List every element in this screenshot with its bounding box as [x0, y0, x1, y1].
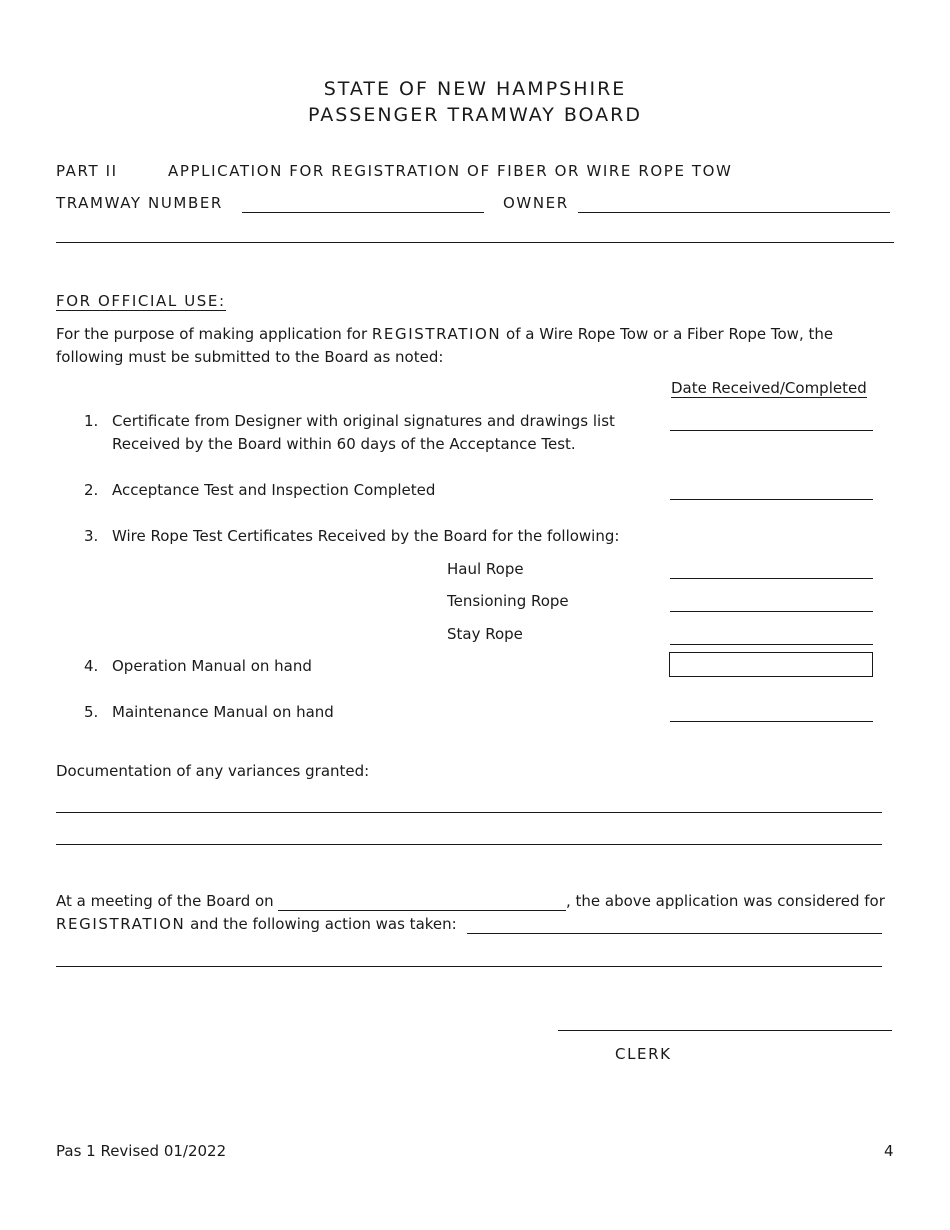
item-5-number: 5.: [84, 703, 99, 721]
item-2-number: 2.: [84, 481, 99, 499]
variances-line-2[interactable]: [56, 830, 882, 849]
meeting-text-2: , the above application was considered for: [566, 892, 885, 910]
header-state: STATE OF NEW HAMPSHIRE: [323, 78, 627, 100]
tramway-number-field[interactable]: [242, 198, 484, 217]
intro-text-a: For the purpose of making application for: [56, 325, 372, 343]
footer-form-id: Pas 1 Revised 01/2022: [56, 1142, 227, 1160]
haul-rope-date-field[interactable]: [670, 564, 873, 583]
clerk-signature-line[interactable]: [558, 1016, 892, 1035]
official-intro: [56, 323, 886, 369]
stay-rope-label: Stay Rope: [447, 625, 523, 643]
item-4-date-field[interactable]: [669, 652, 873, 677]
item-1-number: 1.: [84, 412, 99, 430]
item-4-text: Operation Manual on hand: [112, 657, 312, 675]
intro-text-c: of a Wire Rope Tow or a Fiber Rope Tow, the following must be submitted to the Board as noted:: [56, 325, 834, 366]
item-2-date-field[interactable]: [670, 485, 873, 504]
intro-registration: REGISTRATION: [371, 325, 502, 343]
action-taken-line-2[interactable]: [56, 952, 882, 971]
stay-rope-date-field[interactable]: [670, 630, 873, 649]
variances-label: Documentation of any variances granted:: [56, 762, 370, 780]
separator-line: [56, 242, 894, 243]
date-column-header: Date Received/Completed: [671, 379, 867, 397]
tensioning-rope-label: Tensioning Rope: [447, 592, 569, 610]
item-1-date-field[interactable]: [670, 416, 873, 435]
part-label: PART II: [56, 162, 118, 180]
haul-rope-label: Haul Rope: [447, 560, 524, 578]
item-3-number: 3.: [84, 527, 99, 545]
part-title: APPLICATION FOR REGISTRATION OF FIBER OR WIRE ROPE TOW: [168, 162, 733, 180]
owner-field[interactable]: [578, 198, 890, 217]
item-4-number: 4.: [84, 657, 99, 675]
header-board: PASSENGER TRAMWAY BOARD: [307, 104, 643, 126]
item-5-text: Maintenance Manual on hand: [112, 703, 334, 721]
item-1-text-line2: Received by the Board within 60 days of the Acceptance Test.: [112, 435, 576, 453]
item-1-text-line1: Certificate from Designer with original signatures and drawings list: [112, 412, 615, 430]
item-3-text: Wire Rope Test Certificates Received by the Board for the following:: [112, 527, 620, 545]
owner-label: OWNER: [503, 194, 569, 212]
official-use-heading: FOR OFFICIAL USE:: [56, 292, 226, 310]
item-5-date-field[interactable]: [670, 707, 873, 726]
meeting-registration: REGISTRATION: [56, 915, 186, 933]
variances-line-1[interactable]: [56, 798, 882, 817]
item-2-text: Acceptance Test and Inspection Completed: [112, 481, 436, 499]
clerk-label: CLERK: [615, 1045, 672, 1063]
tensioning-rope-date-field[interactable]: [670, 597, 873, 616]
page-number: 4: [884, 1142, 894, 1160]
action-taken-field[interactable]: [467, 919, 882, 938]
meeting-text-1: At a meeting of the Board on: [56, 892, 274, 910]
meeting-text-4: and the following action was taken:: [185, 915, 457, 933]
meeting-date-field[interactable]: [278, 896, 566, 915]
tramway-number-label: TRAMWAY NUMBER: [56, 194, 223, 212]
